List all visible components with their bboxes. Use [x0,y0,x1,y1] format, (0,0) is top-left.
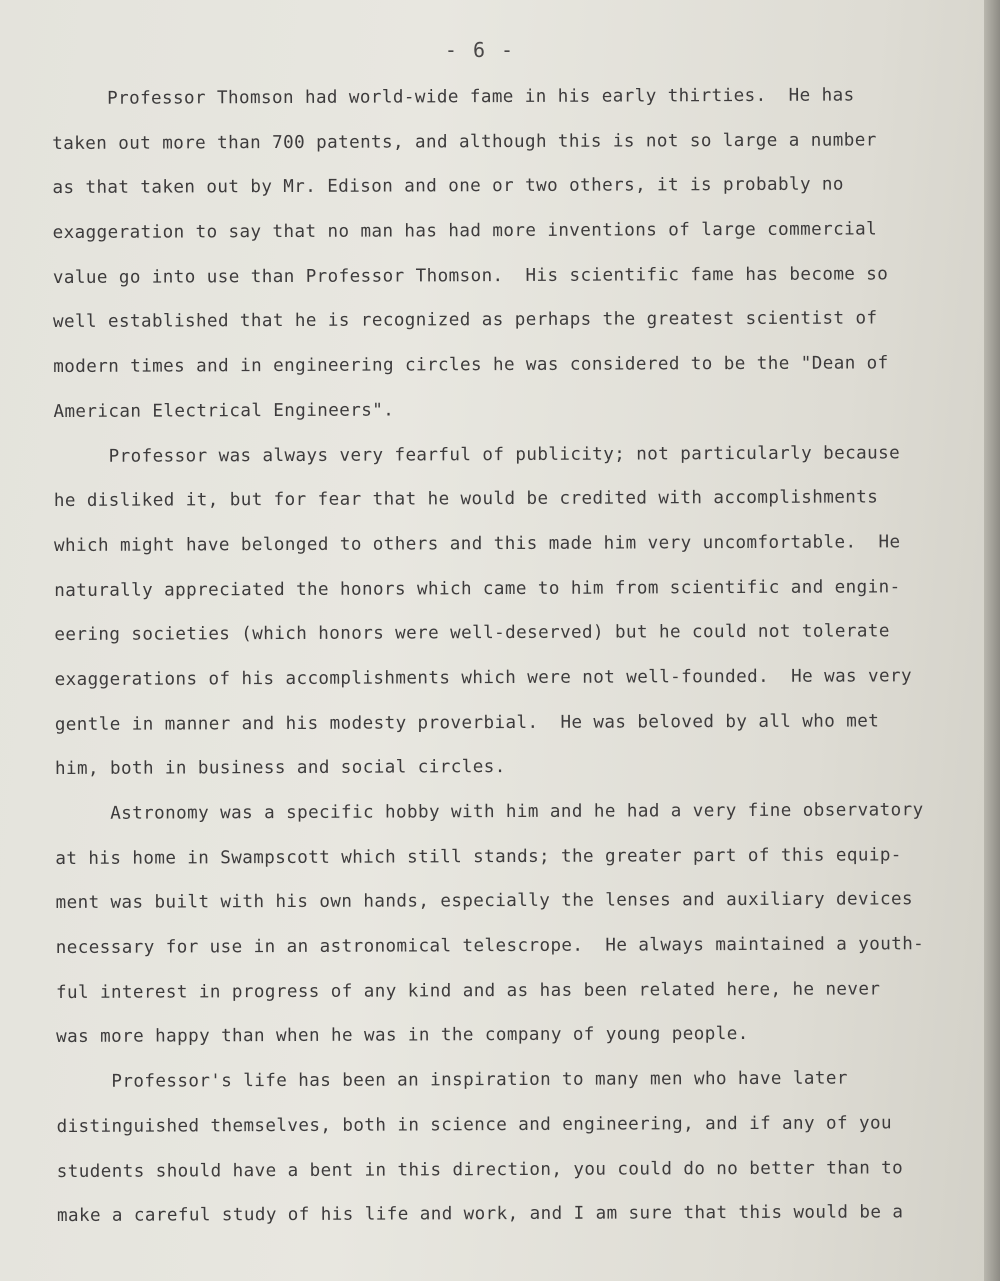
paragraph-1-line: as that taken out by Mr. Edison and one or two others, it is probably no [52,174,844,199]
paragraph-4-line: distinguished themselves, both in science and engineering, and if any of you [56,1113,893,1137]
paragraph-3-line: at his home in Swampscott which still stands; the greater part of this equip- [55,844,902,869]
paragraph-3-line: ful interest in progress of any kind and as has been related here, he never [55,979,881,1003]
paragraph-2-line: he disliked it, but for fear that he would be credited with accomplishments [53,487,879,512]
paragraph-1-line: exaggeration to say that no man has had more inventions of large commercial [52,219,878,244]
paragraph-1-line: Professor Thomson had world-wide fame in his early thirties. He has [107,85,855,109]
document-body [52,80,957,1246]
page-number: - 6 - [444,38,516,62]
paragraph-2-line: gentle in manner and his modesty proverbial. He was beloved by all who met [54,711,880,735]
paragraph-1-line: American Electrical Engineers". [53,400,395,422]
paragraph-3-line: Astronomy was a specific hobby with him and he had a very fine observatory [110,800,924,824]
paragraph-2-line: exaggerations of his accomplishments which were not well-founded. He was very [54,666,913,690]
paragraph-2-line: which might have belonged to others and this made him very uncomfortable. He [53,532,901,556]
paragraph-2-line: eering societies (which honors were well-deserved) but he could not tolerate [54,621,890,646]
paragraph-4-line: make a careful study of his life and work, and I am sure that this would be a [56,1202,904,1227]
paragraph-2-line: Professor was always very fearful of publicity; not particularly because [108,442,901,467]
paragraph-4-line: Professor's life has been an inspiration to many men who have later [111,1068,848,1092]
paragraph-1-line: value go into use than Professor Thomson. His scientific fame has become so [52,264,889,288]
paragraph-3-line: ment was built with his own hands, especially the lenses and auxiliary devices [55,889,914,914]
paragraph-1-line: well established that he is recognized as perhaps the greatest scientist of [52,308,878,333]
paragraph-4-line: students should have a bent in this direction, you could do no better than to [56,1157,904,1182]
paragraph-2-line: naturally appreciated the honors which came to him from scientific and engin- [54,576,901,601]
page-edge-shadow [984,0,1000,1281]
paragraph-3-line: was more happy than when he was in the company of young people. [56,1024,749,1048]
paragraph-1-line: taken out more than 700 patents, and although this is not so large a number [52,130,877,154]
paragraph-2-line: him, both in business and social circles. [54,757,506,780]
paragraph-1-line: modern times and in engineering circles he was considered to be the "Dean of [53,353,889,378]
paragraph-3-line: necessary for use in an astronomical telescrope. He always maintained a youth- [55,934,925,959]
